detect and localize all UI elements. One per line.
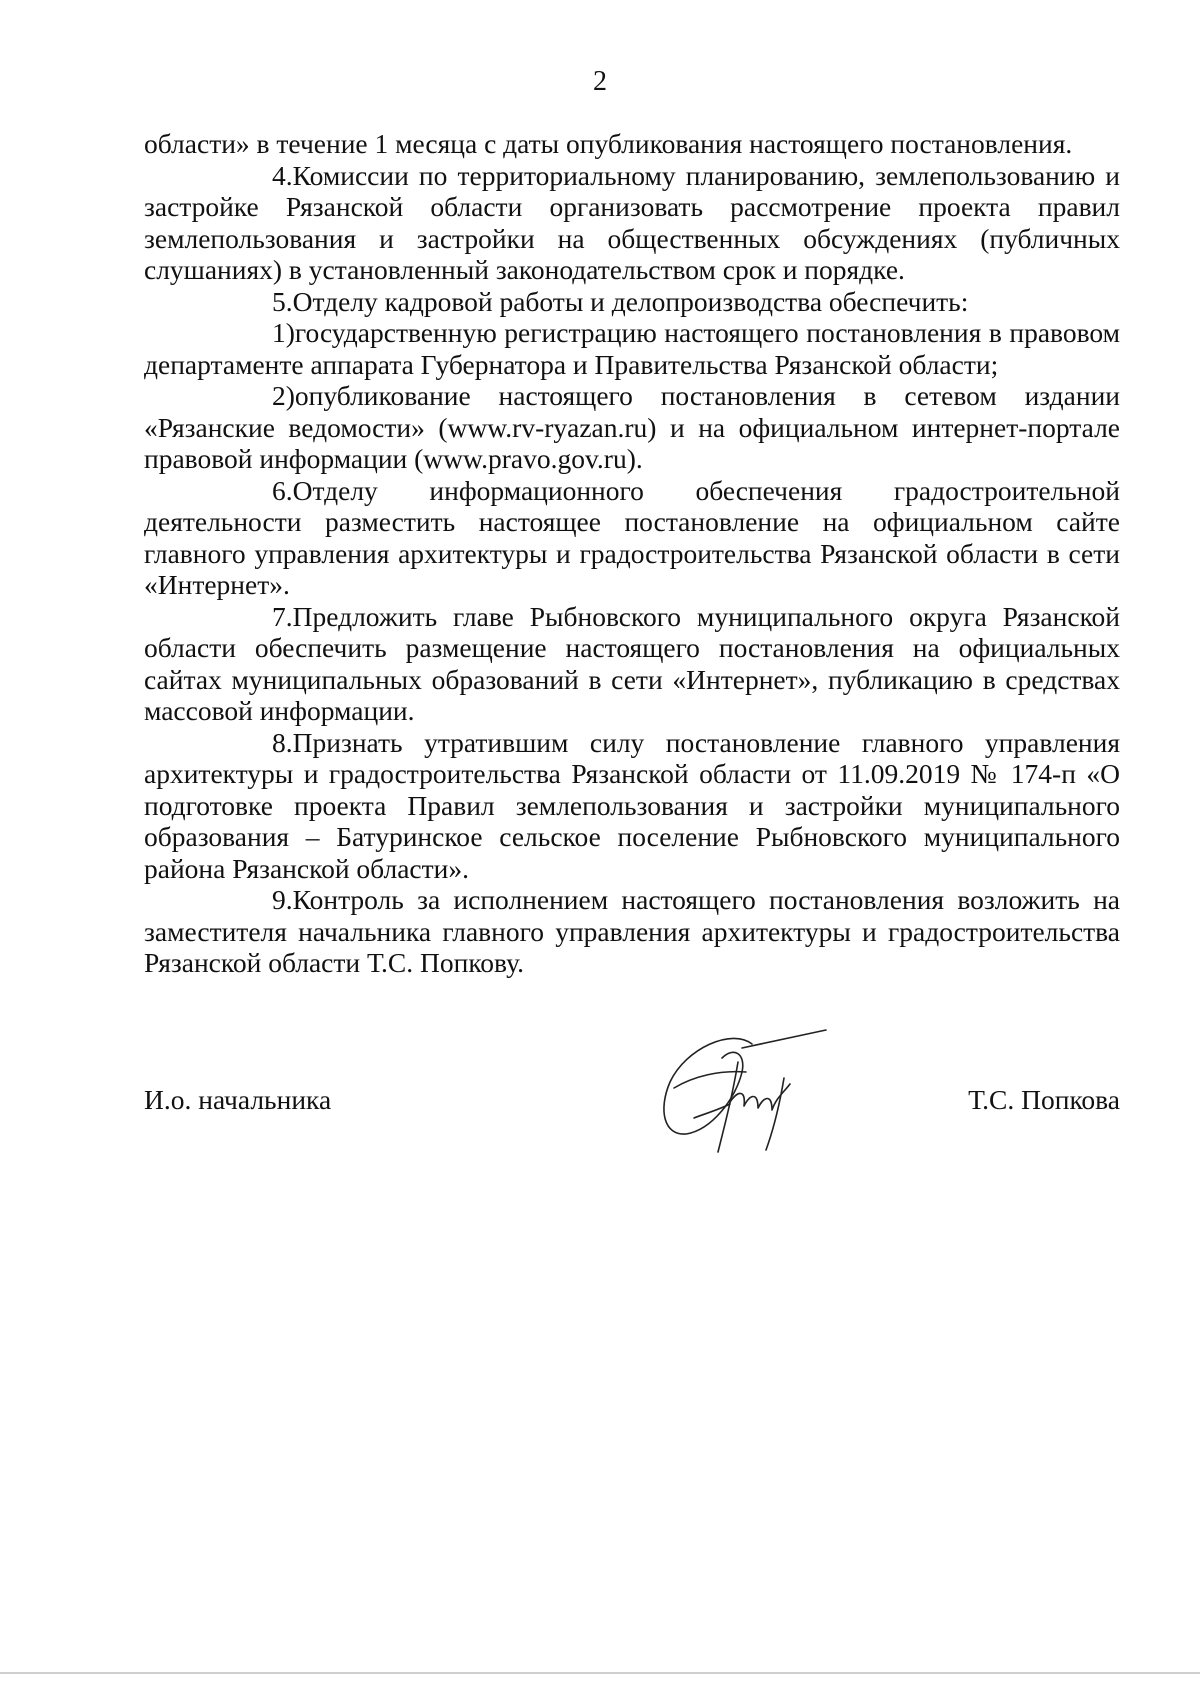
paragraph-5-2-number: 2)	[272, 380, 295, 411]
paragraph-9-text: Контроль за исполнением настоящего постановления возложить на заместителя начальника главного управления архитектуры и градостроительства Рязанской области Т.С. Попкову.	[144, 884, 1120, 978]
paragraph-5-1	[144, 317, 1120, 380]
paragraph-7-text: Предложить главе Рыбновского муниципального округа Рязанской области обеспечить размещение настоящего постановления на официальных сайтах муниципальных образований в сети «Интернет», публикацию в средствах массовой информации.	[144, 600, 1120, 726]
signature-block	[144, 1070, 1120, 1190]
paragraph-6-text: Отделу информационного обеспечения градостроительной деятельности разместить настоящее постановление на официальном сайте главного управления архитектуры и градостроительства Рязанской области в сети «Интернет».	[144, 474, 1120, 600]
paragraph-6-number: 6.	[272, 474, 293, 506]
paragraph-5-text: Отделу кадровой работы и делопроизводства обеспечить:	[292, 285, 969, 317]
page-bottom-rule	[0, 1672, 1200, 1674]
paragraph-4-text: Комиссии по территориальному планированию, землепользованию и застройке Рязанской области организовать рассмотрение проекта правил землепользования и застройки на общественных обсуждениях (публичных слушаниях) в установленный законодательством срок и порядке.	[144, 159, 1120, 285]
paragraph-9	[144, 884, 1120, 979]
signatory-role: И.о. начальника	[144, 1084, 332, 1115]
paragraph-5-2	[144, 380, 1120, 475]
paragraph-continuation: области» в течение 1 месяца с даты опубликования настоящего постановления.	[144, 128, 1073, 159]
paragraph-5-1-text: государственную регистрацию настоящего постановления в правовом департаменте аппарата Губернатора и Правительства Рязанской области;	[144, 317, 1120, 380]
paragraph-7-number: 7.	[272, 600, 293, 632]
paragraph-5	[144, 286, 1120, 318]
paragraph-4-number: 4.	[272, 159, 293, 191]
paragraph-4	[144, 160, 1120, 286]
paragraph-5-1-number: 1)	[272, 317, 295, 348]
paragraph-8-number: 8.	[272, 726, 293, 758]
paragraph-9-number: 9.	[272, 884, 293, 915]
page-number: 2	[593, 66, 607, 97]
paragraph-5-2-text: опубликование настоящего постановления в сетевом издании «Рязанские ведомости» (www.rv-ryazan.ru) и на официальном интернет-портале правовой информации (www.pravo.gov.ru).	[144, 380, 1120, 474]
paragraph-6	[144, 475, 1120, 601]
paragraph-8	[144, 727, 1120, 885]
paragraph-5-number: 5.	[272, 285, 293, 317]
paragraph-8-text: Признать утратившим силу постановление главного управления архитектуры и градостроительства Рязанской области от 11.09.2019 № 174-п «О подготовке проекта Правил землепользования и застройки муниципального образования – Батуринское сельское поселение Рыбновского муниципального района Рязанской области».	[144, 726, 1120, 884]
signatory-name: Т.С. Попкова	[968, 1084, 1120, 1115]
handwritten-signature	[634, 1018, 834, 1178]
document-body	[144, 128, 1120, 979]
paragraph-7	[144, 601, 1120, 727]
